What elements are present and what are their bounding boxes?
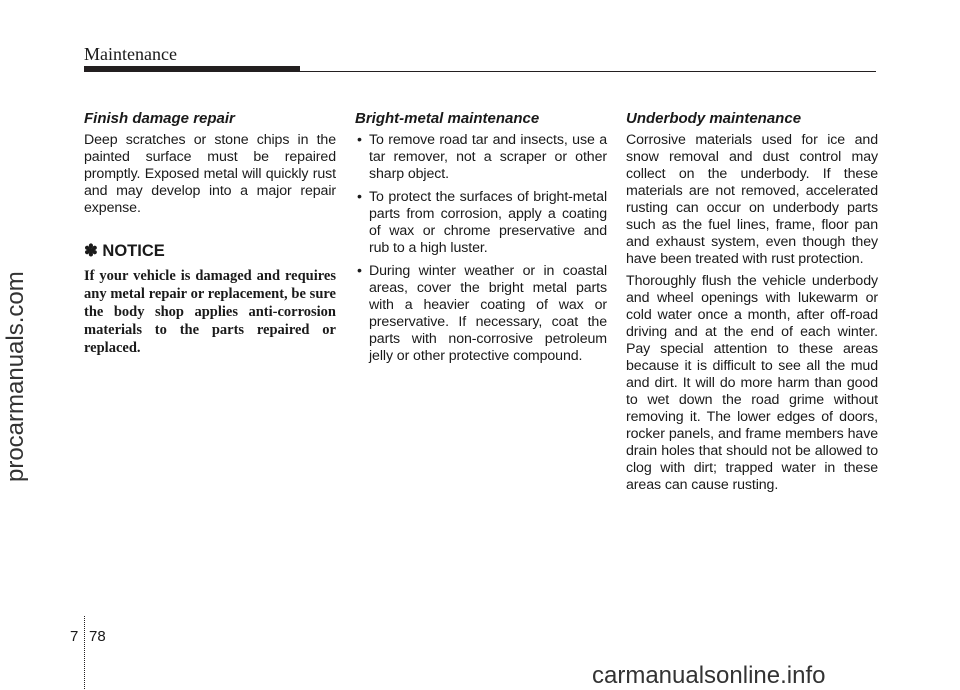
bright-metal-list xyxy=(355,132,607,365)
header-bar xyxy=(84,66,300,72)
footer-divider xyxy=(84,616,85,689)
column-bright-metal xyxy=(355,110,607,371)
chapter-number: 7 xyxy=(70,628,79,645)
section-title-bright-metal: Bright-metal maintenance xyxy=(355,110,540,127)
notice-text: If your vehicle is damaged and requires any metal repair or replacement, be sure the body shop applies anti-corrosion materials to the parts repaired or replaced. xyxy=(84,268,336,356)
column-finish-damage-repair xyxy=(84,110,336,357)
underbody-paragraph-2: Thoroughly flush the vehicle underbody and wheel openings with lukewarm or cold water once a month, after off-road driving and at the end of each winter. Pay special attention to these areas because it is difficult to see all the mud and dirt. It will do more harm than good to wet down the road grime without removing it. The lower edges of doors, rocker panels, and frame members have drain holes that should not be allowed to clog with dirt; trapped water in these areas can cause rusting. xyxy=(626,273,878,493)
list-item: • To protect the surfaces of bright-metal parts from corrosion, apply a coating of wax or chrome preservative and rub to a high luster. xyxy=(355,189,607,257)
section-title-underbody: Underbody maintenance xyxy=(626,110,802,127)
finish-damage-paragraph: Deep scratches or stone chips in the painted surface must be repaired promptly. Exposed metal will quickly rust and may develop into a major repair expense. xyxy=(84,132,336,216)
side-watermark: procarmanuals.com xyxy=(2,271,29,482)
list-item: • To remove road tar and insects, use a tar remover, not a scraper or other sharp object. xyxy=(355,132,607,183)
list-item: • During winter weather or in coastal areas, cover the bright metal parts with a heavier coating of wax or preservative. If necessary, coat the parts with non-corrosive petroleum jelly or other protective compound. xyxy=(355,263,607,365)
page-header-title: Maintenance xyxy=(84,44,177,64)
bottom-watermark: carmanualsonline.info xyxy=(592,662,826,689)
page-number: 78 xyxy=(89,628,106,645)
header-rule xyxy=(300,71,876,72)
column-underbody xyxy=(626,110,878,499)
section-title-finish-damage: Finish damage repair xyxy=(84,110,235,127)
notice-title: ✽ NOTICE xyxy=(84,242,165,260)
underbody-paragraph-1: Corrosive materials used for ice and snow removal and dust control may collect on the underbody. If these materials are not removed, accelerated rusting can occur on underbody parts such as the fuel lines, frame, floor pan and exhaust system, even though they have been treated with rust protection. xyxy=(626,132,878,267)
